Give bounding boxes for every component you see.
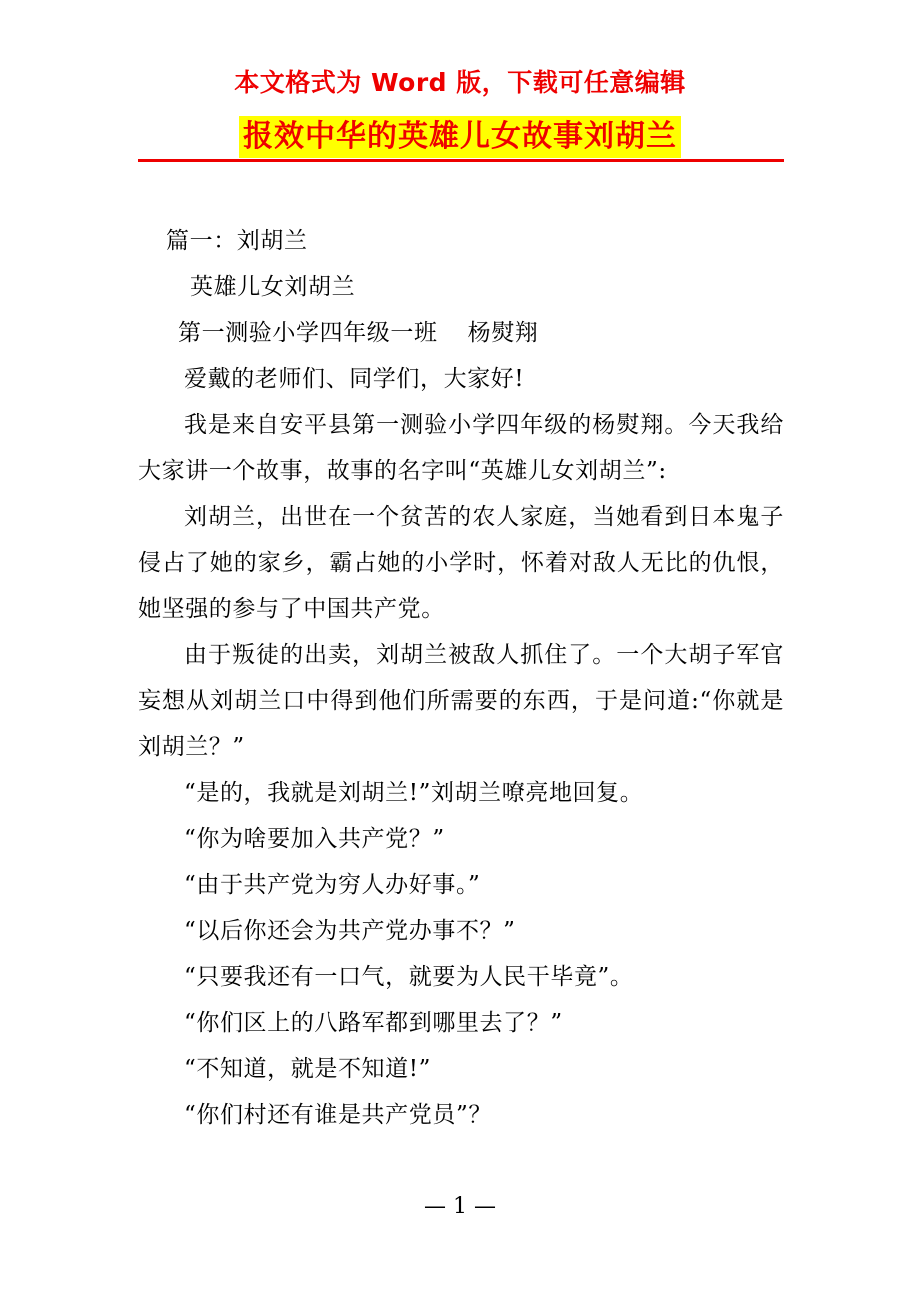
- section-heading: 篇一：刘胡兰: [166, 228, 308, 254]
- author-line: [138, 310, 784, 356]
- paragraph: 爱戴的老师们、同学们，大家好!: [184, 366, 525, 392]
- document-title: [0, 116, 920, 162]
- format-notice: 本文格式为 Word 版，下载可任意编辑: [234, 68, 686, 97]
- page-number: — 1 —: [424, 1194, 496, 1219]
- paragraph: “你们区上的八路军都到哪里去了？”: [184, 1010, 563, 1036]
- paragraph: “只要我还有一口气，就要为人民干毕竟”。: [184, 964, 634, 990]
- paragraph: “你为啥要加入共产党？”: [184, 826, 445, 852]
- paragraph: “由于共产党为穷人办好事。”: [184, 872, 481, 898]
- author-school: 第一测验小学四年级一班: [178, 320, 438, 346]
- document-title-text: 报效中华的英雄儿女故事刘胡兰: [239, 116, 681, 158]
- title-divider: [138, 159, 784, 162]
- paragraph: “是的，我就是刘胡兰!”刘胡兰嘹亮地回复。: [184, 780, 644, 806]
- paragraph: “以后你还会为共产党办事不？”: [184, 918, 516, 944]
- author-name: 杨熨翔: [467, 320, 539, 346]
- paragraph: “不知道，就是不知道!”: [184, 1056, 431, 1082]
- paragraph: 我是来自安平县第一测验小学四年级的杨熨翔。今天我给大家讲一个故事，故事的名字叫“英雄儿女刘胡兰”:: [138, 412, 784, 484]
- story-subtitle: 英雄儿女刘胡兰: [190, 274, 356, 300]
- paragraph: “你们村还有谁是共产党员”？: [184, 1102, 492, 1128]
- paragraph: 刘胡兰，出世在一个贫苦的农人家庭，当她看到日本鬼子侵占了她的家乡，霸占她的小学时，怀着对敌人无比的仇恨，她坚强的参与了中国共产党。: [138, 504, 784, 622]
- paragraph: 由于叛徒的出卖，刘胡兰被敌人抓住了。一个大胡子军官妄想从刘胡兰口中得到他们所需要的东西，于是问道:“你就是刘胡兰？”: [138, 642, 784, 760]
- document-body: [138, 218, 784, 1138]
